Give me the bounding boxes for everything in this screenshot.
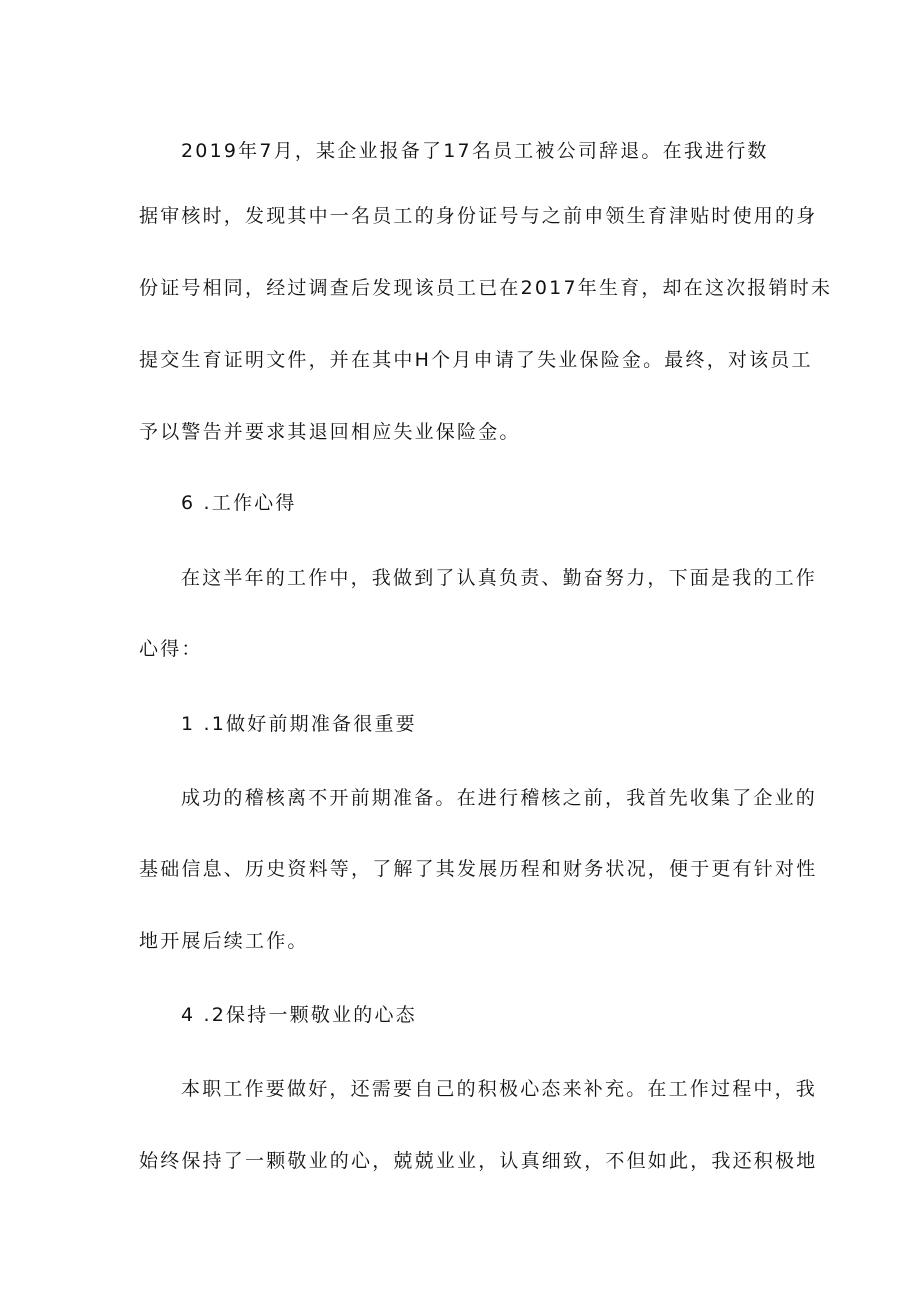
paragraph-line: 份证号相同，经过调查后发现该员工已在2017年生育，却在这次报销时未: [139, 277, 833, 299]
paragraph-line: 据审核时，发现其中一名员工的身份证号与之前申领生育津贴时使用的身: [139, 205, 818, 227]
section-heading: 6 .工作心得: [181, 492, 297, 514]
subsection-heading: 1 .1做好前期准备很重要: [181, 713, 417, 735]
subsection-heading: 4 .2保持一颗敬业的心态: [181, 1004, 417, 1026]
paragraph-line: 成功的稽核离不开前期准备。在进行稽核之前，我首先收集了企业的: [181, 787, 818, 809]
paragraph-line: 本职工作要做好，还需要自己的积极心态来补充。在工作过程中，我: [181, 1078, 818, 1100]
paragraph-line: 在这半年的工作中，我做到了认真负责、勤奋努力，下面是我的工作: [181, 567, 818, 589]
paragraph-line: 地开展后续工作。: [139, 930, 309, 952]
paragraph-line: 提交生育证明文件，并在其中H个月申请了失业保险金。最终，对该员工: [139, 349, 813, 371]
paragraph-line: 心得：: [139, 638, 203, 660]
paragraph-line: 始终保持了一颗敬业的心，兢兢业业，认真细致，不但如此，我还积极地: [139, 1150, 818, 1172]
paragraph-line: 予以警告并要求其退回相应失业保险金。: [139, 421, 521, 443]
paragraph-line: 2019年7月，某企业报备了17名员工被公司辞退。在我进行数: [181, 140, 769, 162]
paragraph-line: 基础信息、历史资料等，了解了其发展历程和财务状况，便于更有针对性: [139, 858, 818, 880]
